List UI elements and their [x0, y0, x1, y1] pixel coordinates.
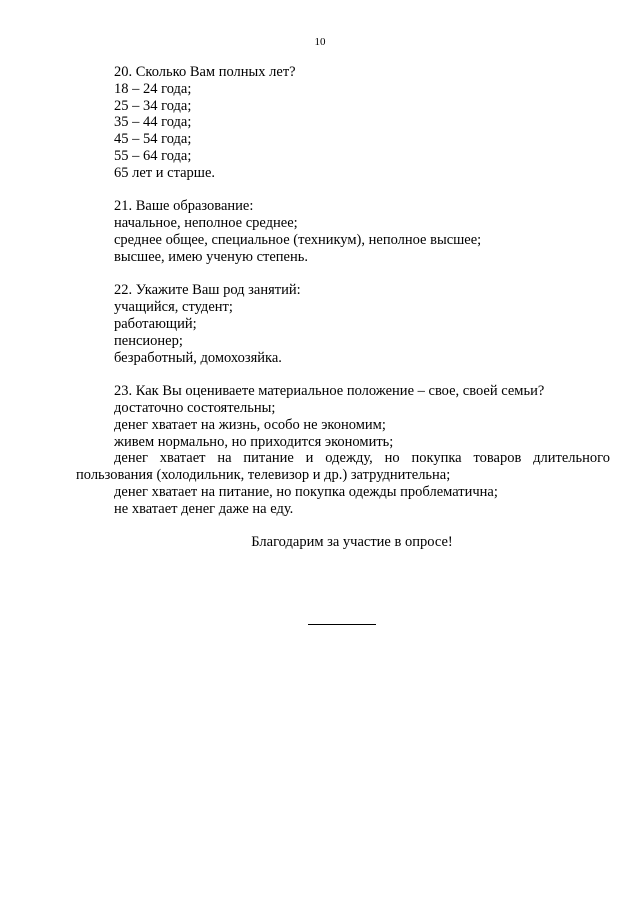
answer-option: пенсионер;: [114, 332, 183, 349]
answer-option: денег хватает на жизнь, особо не экономим;: [114, 416, 386, 433]
answer-option: 18 – 24 года;: [114, 80, 192, 97]
closing-message: Благодарим за участие в опросе!: [251, 534, 453, 551]
question-age: [76, 64, 610, 182]
page-number: 10: [314, 36, 326, 48]
question-title: 22. Укажите Ваш род занятий:: [114, 282, 301, 299]
question-title: 23. Как Вы оцениваете материальное положение – свое, своей семьи?: [114, 383, 545, 400]
answer-option: начальное, неполное среднее;: [114, 215, 298, 232]
answer-option: учащийся, студент;: [114, 299, 233, 316]
question-education: [76, 198, 610, 265]
answer-option: достаточно состоятельны;: [114, 399, 276, 416]
answer-option: безработный, домохозяйка.: [114, 349, 282, 366]
end-divider: [308, 624, 376, 625]
answer-option: денег хватает на питание, но покупка одежды проблематична;: [114, 483, 498, 500]
questionnaire: [76, 64, 610, 551]
answer-option: работающий;: [114, 315, 197, 332]
question-financial-status: [76, 383, 610, 517]
answer-option: 55 – 64 года;: [114, 147, 192, 164]
answer-option: 45 – 54 года;: [114, 131, 192, 148]
question-title: 20. Сколько Вам полных лет?: [114, 64, 296, 80]
answer-option: не хватает денег даже на еду.: [114, 500, 294, 517]
question-occupation: [76, 282, 610, 366]
answer-option: среднее общее, специальное (техникум), неполное высшее;: [114, 231, 482, 248]
answer-option-continuation: пользования (холодильник, телевизор и др.) затруднительна;: [76, 467, 451, 484]
answer-option: 65 лет и старше.: [114, 164, 216, 181]
answer-option: 35 – 44 года;: [114, 114, 192, 131]
question-title: 21. Ваше образование:: [114, 198, 254, 215]
answer-option: денег хватает на питание и одежду, но покупка товаров длительного: [114, 450, 610, 467]
answer-option: живем нормально, но приходится экономить;: [114, 433, 394, 450]
answer-option: высшее, имею ученую степень.: [114, 248, 308, 265]
answer-option: 25 – 34 года;: [114, 97, 192, 114]
